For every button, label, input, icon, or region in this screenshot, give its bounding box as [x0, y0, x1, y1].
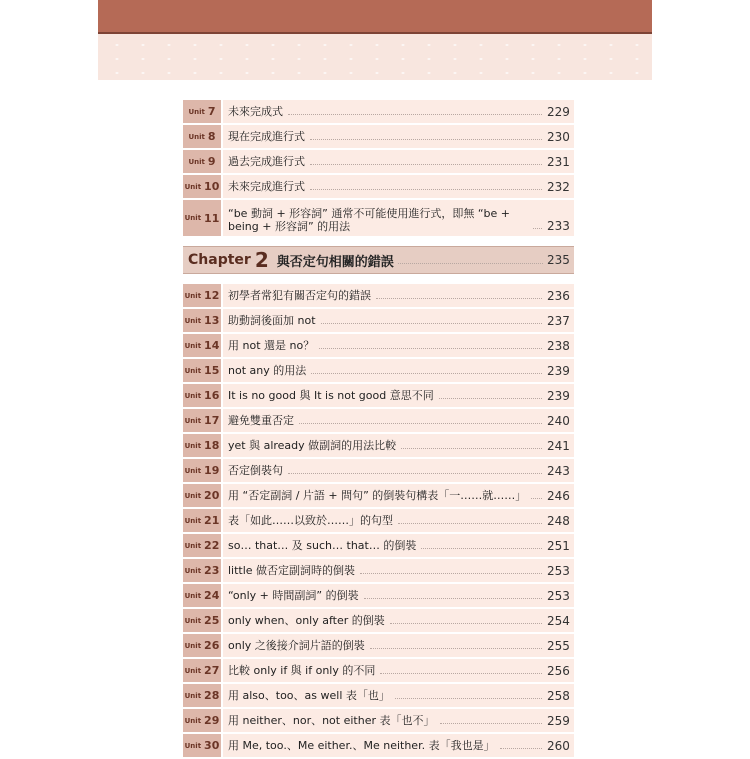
- unit-word: Unit: [184, 516, 202, 525]
- entry-page: 260: [547, 738, 570, 753]
- table-of-contents: [183, 100, 574, 759]
- unit-word: Unit: [184, 366, 202, 375]
- unit-number: 17: [204, 414, 220, 427]
- unit-label: [183, 634, 221, 657]
- entry-title: 否定倒裝句: [228, 464, 283, 477]
- entry-page: 230: [547, 129, 570, 144]
- toc-entry: [223, 284, 574, 307]
- entry-page: 254: [547, 613, 570, 628]
- toc-row[interactable]: [183, 459, 574, 482]
- unit-label: [183, 509, 221, 532]
- toc-entry: [223, 559, 574, 582]
- entry-title: 避免雙重否定: [228, 414, 294, 427]
- unit-number: 13: [204, 314, 220, 327]
- unit-word: Unit: [184, 591, 202, 600]
- toc-row[interactable]: [183, 684, 574, 707]
- entry-page: 240: [547, 413, 570, 428]
- unit-number: 18: [204, 439, 220, 452]
- chapter-page: 235: [547, 253, 570, 267]
- dot-leader: [319, 342, 542, 349]
- toc-row[interactable]: [183, 434, 574, 457]
- unit-label: [183, 409, 221, 432]
- unit-word: Unit: [184, 616, 202, 625]
- row-gap: [183, 236, 574, 238]
- toc-row[interactable]: [183, 584, 574, 607]
- dot-leader: [364, 592, 542, 599]
- unit-label: [183, 484, 221, 507]
- unit-label: [183, 175, 221, 198]
- unit-label: [183, 709, 221, 732]
- entry-page: 251: [547, 538, 570, 553]
- toc-row[interactable]: [183, 334, 574, 357]
- unit-number: 21: [204, 514, 220, 527]
- dot-leader: [310, 183, 542, 190]
- unit-label: [183, 559, 221, 582]
- entry-title: 用 not 還是 no？: [228, 339, 315, 352]
- unit-word: Unit: [184, 316, 202, 325]
- toc-entry: [223, 334, 574, 357]
- entry-page: 258: [547, 688, 570, 703]
- unit-word: Unit: [184, 741, 202, 750]
- unit-label: [183, 659, 221, 682]
- toc-row[interactable]: [183, 150, 574, 173]
- entry-title: 用 Me, too.、Me either.、Me neither. 表「我也是」: [228, 739, 495, 752]
- unit-number: 14: [204, 339, 220, 352]
- entry-page: 233: [547, 219, 570, 233]
- dot-leader: [376, 292, 542, 299]
- entry-page: 259: [547, 713, 570, 728]
- toc-row[interactable]: [183, 634, 574, 657]
- unit-word: Unit: [184, 391, 202, 400]
- dotted-pattern-band: [98, 34, 652, 80]
- toc-row[interactable]: [183, 284, 574, 307]
- unit-label: [183, 584, 221, 607]
- toc-entry: [223, 659, 574, 682]
- toc-entry: [223, 125, 574, 148]
- entry-title: 助動詞後面加 not: [228, 314, 316, 327]
- unit-word: Unit: [184, 416, 202, 425]
- unit-number: 25: [204, 614, 220, 627]
- unit-word: Unit: [184, 466, 202, 475]
- dot-leader: [360, 567, 542, 574]
- dot-leader: [311, 367, 542, 374]
- unit-label: [183, 309, 221, 332]
- unit-number: 24: [204, 589, 220, 602]
- unit-number: 29: [204, 714, 220, 727]
- dot-leader: [380, 667, 542, 674]
- unit-number: 22: [204, 539, 220, 552]
- toc-row[interactable]: [183, 609, 574, 632]
- entry-page: 236: [547, 288, 570, 303]
- unit-word: Unit: [184, 716, 202, 725]
- unit-label: [183, 609, 221, 632]
- unit-number: 27: [204, 664, 220, 677]
- dot-leader: [288, 108, 542, 115]
- toc-entry: [223, 734, 574, 757]
- unit-word: Unit: [188, 157, 205, 166]
- entry-title: yet 與 already 做副詞的用法比較: [228, 439, 397, 452]
- unit-word: Unit: [184, 341, 202, 350]
- entry-title: 用 neither、nor、not either 表「也不」: [228, 714, 435, 727]
- unit-word: Unit: [184, 666, 202, 675]
- toc-entry: [223, 309, 574, 332]
- dot-leader: [500, 742, 542, 749]
- unit-label: [183, 734, 221, 757]
- toc-entry: [223, 584, 574, 607]
- entry-page: 246: [547, 488, 570, 503]
- unit-word: Unit: [184, 291, 202, 300]
- dot-leader: [398, 517, 542, 524]
- dot-leader: [395, 692, 542, 699]
- unit-label: [183, 150, 221, 173]
- unit-number: 15: [204, 364, 220, 377]
- toc-entry: [223, 409, 574, 432]
- unit-number: 8: [207, 130, 216, 143]
- entry-title: not any 的用法: [228, 364, 307, 377]
- toc-row[interactable]: [183, 484, 574, 507]
- unit-word: Unit: [184, 214, 202, 222]
- dot-leader: [299, 417, 542, 424]
- unit-label: [183, 459, 221, 482]
- toc-entry: [223, 384, 574, 407]
- unit-number: 12: [204, 289, 220, 302]
- toc-row[interactable]: [183, 100, 574, 123]
- unit-number: 30: [204, 739, 220, 752]
- unit-label: [183, 334, 221, 357]
- chapter-word: Chapter: [188, 252, 251, 268]
- toc-row[interactable]: [183, 309, 574, 332]
- toc-entry: [223, 534, 574, 557]
- entry-title: little 做否定副詞時的倒裝: [228, 564, 356, 577]
- unit-word: Unit: [184, 641, 202, 650]
- unit-number: 23: [204, 564, 220, 577]
- toc-row[interactable]: [183, 175, 574, 198]
- entry-title: only 之後接介詞片語的倒裝: [228, 639, 365, 652]
- unit-number: 26: [204, 639, 220, 652]
- top-unit-list: [183, 100, 574, 238]
- dot-leader: [398, 257, 543, 264]
- toc-row[interactable]: [183, 709, 574, 732]
- entry-page: 243: [547, 463, 570, 478]
- dot-leader: [533, 222, 542, 229]
- unit-label: [183, 200, 221, 236]
- dot-leader: [390, 617, 542, 624]
- toc-row[interactable]: [183, 509, 574, 532]
- unit-word: Unit: [184, 491, 202, 500]
- unit-label: [183, 384, 221, 407]
- toc-row[interactable]: [183, 409, 574, 432]
- dot-leader: [321, 317, 542, 324]
- unit-number: 10: [204, 180, 220, 193]
- toc-row[interactable]: [183, 734, 574, 757]
- unit-number: 28: [204, 689, 220, 702]
- toc-entry: [223, 175, 574, 198]
- entry-page: 238: [547, 338, 570, 353]
- entry-page: 241: [547, 438, 570, 453]
- unit-word: Unit: [184, 691, 202, 700]
- unit-number: 19: [204, 464, 220, 477]
- entry-title: 現在完成進行式: [228, 130, 305, 143]
- unit-number: 9: [207, 155, 216, 168]
- entry-title: only when、only after 的倒裝: [228, 614, 385, 627]
- chapter-unit-list: [183, 284, 574, 759]
- toc-entry: [223, 459, 574, 482]
- toc-row[interactable]: [183, 659, 574, 682]
- toc-entry: [223, 634, 574, 657]
- unit-word: Unit: [184, 566, 202, 575]
- dot-leader: [370, 642, 542, 649]
- dot-leader: [401, 442, 542, 449]
- entry-page: 256: [547, 663, 570, 678]
- dot-leader: [421, 542, 542, 549]
- unit-label: [183, 684, 221, 707]
- unit-label: [183, 359, 221, 382]
- toc-entry: [223, 100, 574, 123]
- toc-entry: [223, 200, 574, 236]
- dot-leader: [310, 158, 542, 165]
- toc-entry: [223, 709, 574, 732]
- entry-title: 初學者常犯有關否定句的錯誤: [228, 289, 371, 302]
- unit-word: Unit: [184, 182, 202, 191]
- dot-leader: [531, 492, 542, 499]
- toc-entry: [223, 359, 574, 382]
- dot-leader: [440, 717, 543, 724]
- unit-label: [183, 434, 221, 457]
- chapter-title: 與否定句相關的錯誤: [276, 254, 394, 270]
- entry-page: 237: [547, 313, 570, 328]
- entry-page: 231: [547, 154, 570, 169]
- dot-leader: [439, 392, 542, 399]
- entry-page: 253: [547, 588, 570, 603]
- header-band: [98, 0, 652, 32]
- entry-title: so… that… 及 such… that… 的倒裝: [228, 539, 417, 552]
- unit-label: [183, 125, 221, 148]
- unit-number: 11: [204, 211, 220, 225]
- toc-entry: [223, 150, 574, 173]
- unit-label: [183, 534, 221, 557]
- unit-word: Unit: [188, 132, 205, 141]
- entry-page: 248: [547, 513, 570, 528]
- entry-title: “be 動詞 + 形容詞” 通常不可能使用進行式，即無 “be + being + 形容詞” 的用法: [228, 207, 511, 233]
- toc-row[interactable]: [183, 125, 574, 148]
- entry-title: 表「如此……以致於……」的句型: [228, 514, 393, 527]
- unit-number: 16: [204, 389, 220, 402]
- unit-number: 20: [204, 489, 220, 502]
- entry-page: 239: [547, 363, 570, 378]
- entry-title: 未來完成式: [228, 105, 283, 118]
- entry-title: 用 “否定副詞 / 片語 + 問句” 的倒裝句構表「一……就……」: [228, 489, 527, 502]
- entry-title: 用 also、too、as well 表「也」: [228, 689, 390, 702]
- unit-label: [183, 100, 221, 123]
- entry-title: “only + 時間副詞” 的倒裝: [228, 589, 359, 602]
- entry-title: 比較 only if 與 if only 的不同: [228, 664, 376, 677]
- unit-word: Unit: [184, 441, 202, 450]
- entry-title: 未來完成進行式: [228, 180, 305, 193]
- toc-entry: [223, 484, 574, 507]
- chapter-heading[interactable]: [183, 246, 574, 274]
- toc-row[interactable]: [183, 559, 574, 582]
- toc-row[interactable]: [183, 384, 574, 407]
- entry-page: 253: [547, 563, 570, 578]
- toc-row[interactable]: [183, 359, 574, 382]
- dot-leader: [288, 467, 542, 474]
- toc-row[interactable]: [183, 200, 574, 236]
- toc-entry: [223, 509, 574, 532]
- dot-leader: [310, 133, 542, 140]
- entry-page: 239: [547, 388, 570, 403]
- toc-entry: [223, 434, 574, 457]
- unit-word: Unit: [184, 541, 202, 550]
- entry-title: It is no good 與 It is not good 意思不同: [228, 389, 434, 402]
- chapter-number: 2: [254, 248, 269, 272]
- unit-word: Unit: [188, 107, 205, 116]
- toc-entry: [223, 609, 574, 632]
- entry-page: 229: [547, 104, 570, 119]
- unit-number: 7: [207, 105, 216, 118]
- unit-label: [183, 284, 221, 307]
- toc-entry: [223, 684, 574, 707]
- entry-page: 255: [547, 638, 570, 653]
- entry-page: 232: [547, 179, 570, 194]
- entry-title: 過去完成進行式: [228, 155, 305, 168]
- toc-row[interactable]: [183, 534, 574, 557]
